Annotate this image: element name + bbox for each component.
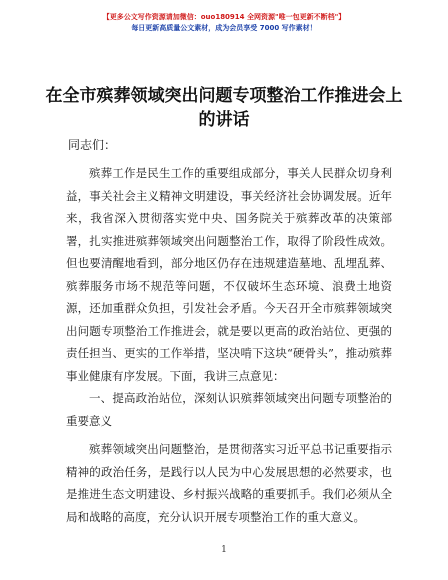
section-heading-1: 一、提高政治站位，深刻认识殡葬领域突出问题专项整治的重要意义: [66, 391, 392, 428]
body-paragraph-intro: 殡葬工作是民生工作的重要组成部分，事关人民群众切身利益，事关社会主义精神文明建设，事关经济社会协调发展。近年来，我省深入贯彻落实党中央、国务院关于殡葬改革的决策部署，扎实推进殡葬领域突出问题整治工作，取得了阶段性成效。但也要清醒地看到，部分地区仍存在违规建造墓地、乱埋乱葬、殡葬服务市场不规范等问题，不仅破坏生态环境、浪费土地资源，还加重群众负担，引发社会矛盾。今天召开全市殡葬领域突出问题专项整治工作推进会，就是要以更高的政治站位、更强的责任担当、更实的工作举措，坚决啃下这块“硬骨头”，推动殡葬事业健康有序发展。下面，我讲三点意见：: [66, 166, 392, 383]
salutation: 同志们：: [68, 138, 117, 152]
promo-banner-line-2: 每日更新高质量公文素材，成为会员享受 7000 写作素材！: [131, 24, 317, 32]
body-paragraph-section-1: 殡葬领域突出问题整治，是贯彻落实习近平总书记重要指示精神的政治任务，是践行以人民为中心发展思想的必然要求，也是推进生态文明建设、乡村振兴战略的重要抓手。我们必须从全局和战略的高度，充分认识开展专项整治工作的重大意义。: [66, 442, 392, 524]
page-number: 1: [221, 545, 227, 555]
document-body: [66, 162, 392, 528]
promo-banner-line-1: 【更多公文写作资源请加微信：ouo180914 全网资源"唯一包更新不断档"】: [102, 13, 346, 21]
promo-banner: [0, 12, 448, 34]
document-title: 在全市殡葬领域突出问题专项整治工作推进会上的讲话: [45, 86, 403, 130]
